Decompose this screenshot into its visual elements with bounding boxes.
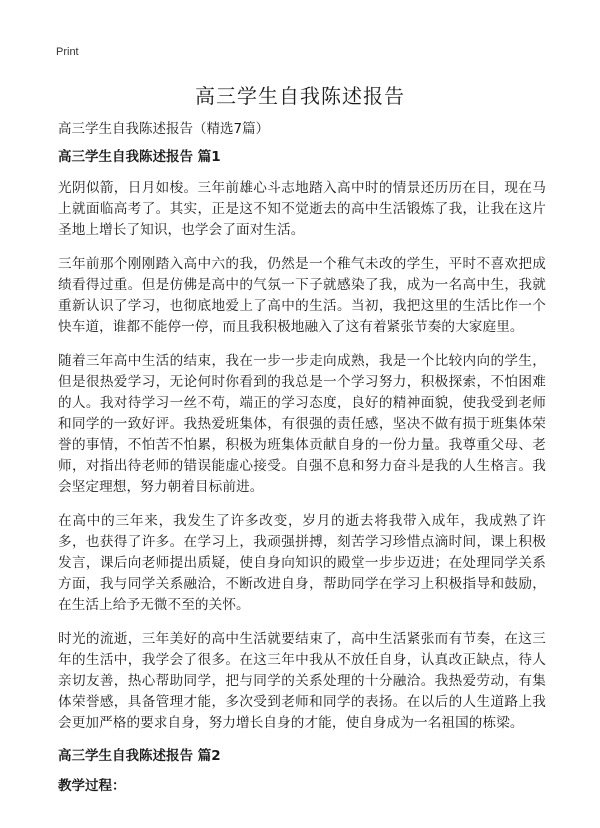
document-title: 高三学生自我陈述报告	[195, 84, 405, 108]
section-subheading: 教学过程：	[58, 778, 126, 794]
paragraph: 三年前那个刚刚踏入高中六的我，仍然是一个稚气未改的学生，平时不喜欢把成绩看得过重。但是仿佛是高中的气氛一下子就感染了我，成为一名高中生，我就重新认识了学习，也彻底地爱上了高中的生活。当初，我把这里的生活比作一个快车道，谁都不能停一停，而且我积极地融入了这有着紧张节奏的大家庭里。	[58, 256, 546, 335]
print-link[interactable]: Print	[56, 46, 79, 58]
paragraph: 在高中的三年来，我发生了许多改变，岁月的逝去将我带入成年，我成熟了许多，也获得了许多。在学习上，我顽强拼搏，刻苦学习珍惜点滴时间，课上积极发言，课后向老师提出质疑，使自身向知识的殿堂一步步迈进；在处理同学关系方面，我与同学关系融洽，不断改进自身，帮助同学在学习上积极指导和鼓励，在生活上给予无微不至的关怀。	[58, 513, 546, 613]
section-heading-1: 高三学生自我陈述报告 篇1	[58, 149, 221, 165]
paragraph: 随着三年高中生活的结束，我在一步一步走向成熟，我是一个比较内向的学生，但是很热爱学习，无论何时你看到的我总是一个学习努力，积极探索，不怕困难的人。我对待学习一丝不苟，端正的学习态度，良好的精神面貌，使我受到老师和同学的一致好评。我热爱班集体，有很强的责任感，坚决不做有损于班集体荣誉的事情，不怕苦不怕累，积极为班集体贡献自身的一份力量。我尊重父母、老师，对指出待老师的错误能虚心接受。自强不息和努力奋斗是我的人生格言。我会坚定理想，努力朝着目标前进。	[58, 353, 546, 495]
document-subtitle: 高三学生自我陈述报告（精选7篇）	[58, 121, 270, 137]
paragraph: 时光的流逝，三年美好的高中生活就要结束了，高中生活紧张而有节奏，在这三年的生活中，我学会了很多。在这三年中我从不放任自身，认真改正缺点，待人亲切友善，热心帮助同学，把与同学的关系处理的十分融洽。我热爱劳动，有集体荣誉感，具备管理才能，多次受到老师和同学的表扬。在以后的人生道路上我会更加严格的要求自身，努力增长自身的才能，使自身成为一名祖国的栋梁。	[58, 631, 546, 731]
document-content	[58, 120, 546, 795]
paragraph: 光阴似箭，日月如梭。三年前雄心斗志地踏入高中时的情景还历历在目，现在马上就面临高考了。其实，正是这不知不觉逝去的高中生活锻炼了我，让我在这片圣地上增长了知识，也学会了面对生活。	[58, 180, 546, 238]
section-heading-2: 高三学生自我陈述报告 篇2	[58, 748, 221, 764]
